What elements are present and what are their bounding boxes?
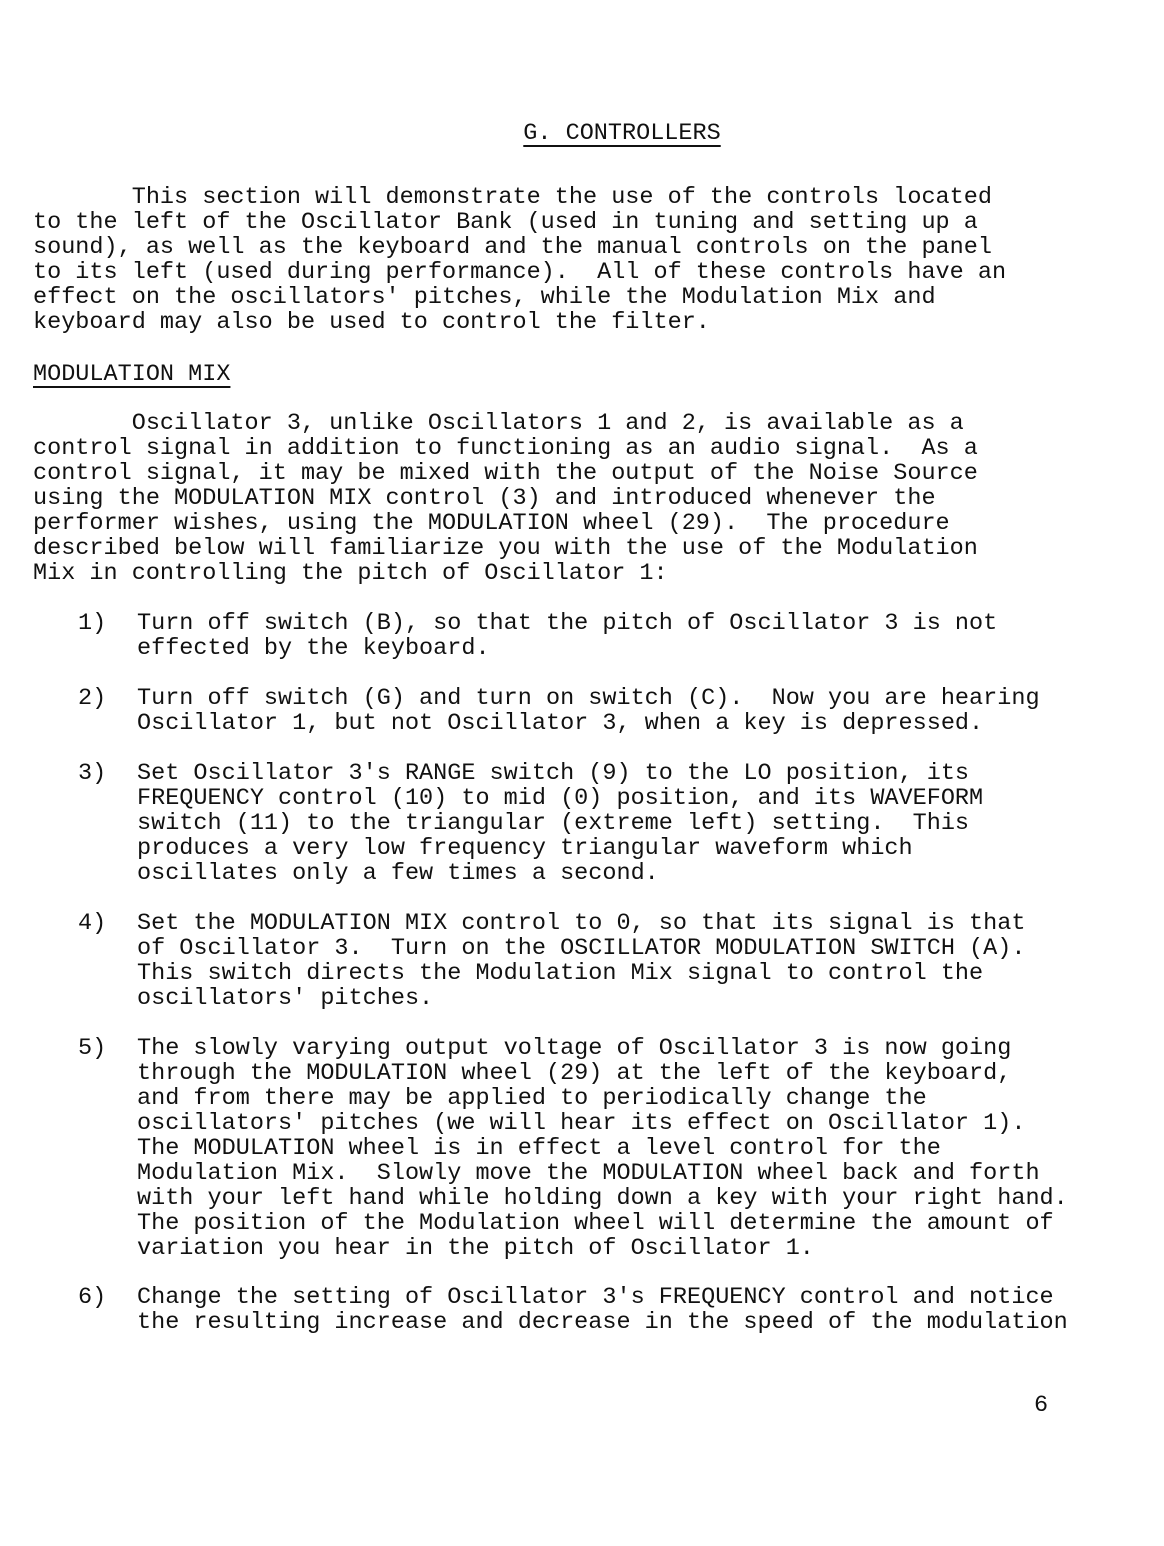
step-number: 5) [78,1035,107,1062]
step-number: 4) [78,910,107,937]
step-number: 1) [78,610,107,637]
step-number: 6) [78,1284,107,1311]
step-text: Change the setting of Oscillator 3's FREQUENCY control and notice the resulting increase and decrease in the speed of the modulation [137,1284,1068,1336]
section-title [0,121,1164,146]
step-number: 2) [78,685,107,712]
step-text: Set Oscillator 3's RANGE switch (9) to the LO position, its FREQUENCY control (10) to mid (0) position, and its WAVEFORM switch (11) to the triangular (extreme left) setting. This produces a very low frequency triangular waveform which oscillates only a few times a second. [137,760,984,887]
section-title-text: G. CONTROLLERS [523,120,721,147]
modulation-mix-paragraph: Oscillator 3, unlike Oscillators 1 and 2, is available as a control signal in addition to functioning as an audio signal. As a control signal, it may be mixed with the output of the Noise Source using the MODULATION MIX control (3) and introduced whenever the performer wishes, using the MODULATION wheel (29). The procedure described below will familiarize you with the use of the Modulation Mix in controlling the pitch of Oscillator 1: [33,410,978,587]
step-text: Turn off switch (B), so that the pitch of Oscillator 3 is not effected by the keyboard. [137,610,998,662]
subsection-heading: MODULATION MIX [33,361,231,388]
step-text: The slowly varying output voltage of Oscillator 3 is now going through the MODULATION wheel (29) at the left of the keyboard, and from there may be applied to periodically change the oscillators' pitches (we will hear its effect on Oscillator 1). The MODULATION wheel is in effect a level control for the Modulation Mix. Slowly move the MODULATION wheel back and forth with your left hand while holding down a key with your right hand. The position of the Modulation wheel will determine the amount of variation you hear in the pitch of Oscillator 1. [137,1035,1068,1262]
step-text: Set the MODULATION MIX control to 0, so that its signal is that of Oscillator 3. Turn on the OSCILLATOR MODULATION SWITCH (A). This switch directs the Modulation Mix signal to control the oscillators' pitches. [137,910,1026,1012]
step-text: Turn off switch (G) and turn on switch (C). Now you are hearing Oscillator 1, but not Oscillator 3, when a key is depressed. [137,685,1040,737]
page-number: 6 [1034,1392,1049,1419]
intro-paragraph: This section will demonstrate the use of the controls located to the left of the Oscillator Bank (used in tuning and setting up a sound), as well as the keyboard and the manual controls on the panel to its left (used during performance). All of these controls have an effect on the oscillators' pitches, while the Modulation Mix and keyboard may also be used to control the filter. [33,184,1007,336]
step-number: 3) [78,760,107,787]
